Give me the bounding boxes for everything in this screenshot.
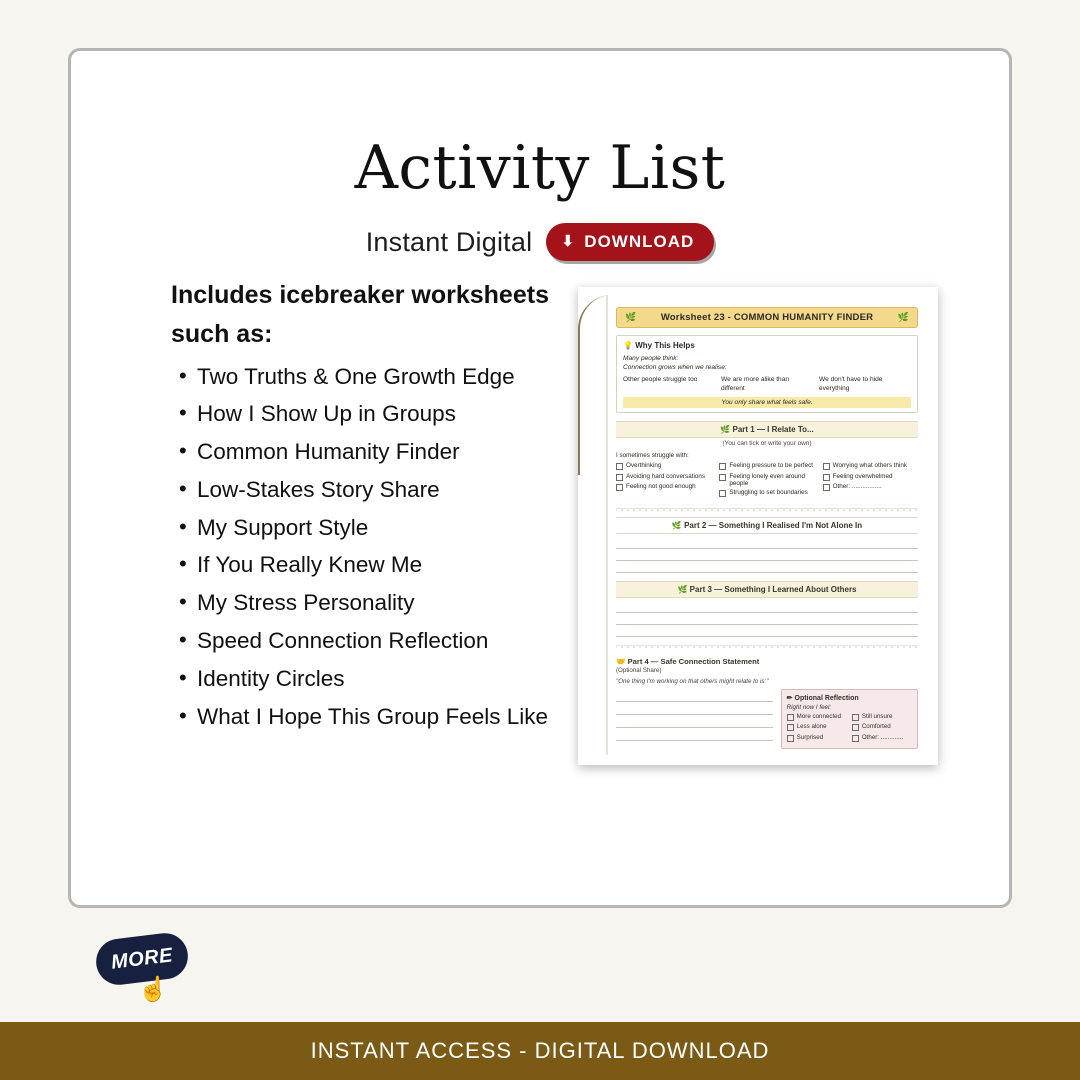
worksheet-preview[interactable] [578,287,938,765]
list-item: • What I Hope This Group Feels Like [171,698,561,736]
leaf-icon: 🌿 [897,312,909,322]
checkbox-icon[interactable] [787,735,794,742]
checkbox-icon[interactable] [787,724,794,731]
writing-line[interactable] [616,537,918,549]
download-arrow-icon: ⬇ [561,233,576,250]
part3-writing-lines[interactable] [616,601,918,637]
checkbox-row[interactable]: Less alone [787,723,847,731]
download-button-label: DOWNLOAD [584,232,695,251]
checkbox-row[interactable]: Feeling not good enough [616,483,711,491]
reflection-col-2 [852,713,912,745]
why-line-2: Connection grows when we realise: [623,364,727,372]
subtitle: Instant Digital [365,226,533,257]
checkbox-row[interactable]: Struggling to set boundaries [719,489,814,497]
list-item: • Low-Stakes Story Share [171,471,561,509]
checkbox-row[interactable]: Feeling lonely even around people [719,473,814,487]
worksheet-page [606,295,926,755]
worksheet-title: Worksheet 23 - COMMON HUMANITY FINDER [660,312,874,323]
list-item: • How I Show Up in Groups [171,395,561,433]
why-heading: 💡 Why This Helps [623,341,695,350]
part4-sub: (Optional Share) [616,666,662,674]
checkbox-row[interactable]: Other: ............. [852,734,912,742]
checkbox-row[interactable]: Feeling pressure to be perfect [719,462,814,470]
checkbox-row[interactable]: Worrying what others think [823,462,918,470]
checkbox-icon[interactable] [616,484,623,491]
writing-line[interactable] [616,601,918,613]
checkbox-row[interactable]: Overthinking [616,462,711,470]
why-col-2: We are more alike than different [721,375,790,393]
part4-band: 🤝 Part 4 — Safe Connection Statement [616,656,760,666]
activity-list-column [171,276,561,735]
why-col-3: We don't have to hide everything [819,375,883,393]
writing-line[interactable] [616,613,918,625]
list-item: • Identity Circles [171,660,561,698]
part2-writing-lines[interactable] [616,537,918,573]
checkbox-icon[interactable] [823,474,830,481]
checkbox-icon[interactable] [852,724,859,731]
checkbox-row[interactable]: Still unsure [852,713,912,721]
list-item: • Common Humanity Finder [171,433,561,471]
writing-line[interactable] [616,702,773,715]
list-item: • Speed Connection Reflection [171,622,561,660]
checkbox-icon[interactable] [616,474,623,481]
subtitle-row [71,223,1009,261]
page-title: Activity List [354,133,726,203]
why-this-helps-box [616,335,918,413]
leaf-icon: 🌿 [677,584,688,594]
part4-writing-lines[interactable] [616,689,773,750]
part4-quote: "One thing I'm working on that others might relate to is:" [616,677,769,685]
part1-checklist [616,452,918,500]
writing-line[interactable] [616,728,773,741]
reflection-prompt: Right now I feel: [786,703,832,711]
checkbox-icon[interactable] [719,474,726,481]
reflection-col-1 [787,713,847,745]
writing-line[interactable] [616,561,918,573]
why-line-1: Many people think: [623,354,679,362]
checkbox-icon[interactable] [616,463,623,470]
checkbox-row[interactable]: Other: ................. [823,483,918,491]
why-highlight: You only share what feels safe. [623,397,911,409]
writing-line[interactable] [616,549,918,561]
checkbox-row[interactable]: More connected [787,713,847,721]
download-button[interactable] [546,223,714,261]
writing-line[interactable] [616,715,773,728]
checkbox-icon[interactable] [852,714,859,721]
activity-list [171,358,561,736]
worksheet-title-band [616,307,918,328]
checkbox-row[interactable]: Avoiding hard conversations [616,473,711,481]
part1-band: 🌿 Part 1 — I Relate To... [616,421,918,438]
footer-text: INSTANT ACCESS - DIGITAL DOWNLOAD [310,1038,770,1063]
bulb-icon: 💡 [623,341,633,350]
part3-band: 🌿 Part 3 — Something I Learned About Others [616,581,918,598]
footer-bar [0,1022,1080,1080]
checkbox-icon[interactable] [823,463,830,470]
checkbox-icon[interactable] [852,735,859,742]
part2-band: 🌿 Part 2 — Something I Realised I'm Not Alone In [616,517,918,534]
leaf-icon: 🌿 [720,425,731,435]
pencil-icon: ✏ [786,694,793,702]
list-item: • My Stress Personality [171,584,561,622]
pointing-hand-icon: ☝ [138,976,168,1003]
part4-bottom-row [616,689,918,750]
why-columns [623,375,911,394]
checklist-col-1 [616,462,711,500]
more-badge-label: MORE [109,943,175,974]
list-item: • If You Really Knew Me [171,546,561,584]
checkbox-icon[interactable] [719,490,726,497]
reflection-heading: ✏ Optional Reflection [786,694,859,702]
part1-lead: I sometimes struggle with: [616,452,689,460]
main-card [68,48,1012,908]
checklist-col-2 [719,462,814,500]
list-item: • Two Truths & One Growth Edge [171,358,561,396]
why-col-1: Other people struggle too [623,375,698,383]
checkbox-icon[interactable] [787,714,794,721]
writing-line[interactable] [616,689,773,702]
leaf-icon: 🌿 [671,520,682,530]
leaf-icon: 🌿 [625,312,637,322]
optional-reflection-box [781,689,918,750]
intro-text: Includes icebreaker worksheets such as: [171,281,549,348]
handshake-icon: 🤝 [616,656,626,666]
divider-squiggle [616,505,918,511]
part1-sub: (You can tick or write your own) [722,440,812,448]
writing-line[interactable] [616,625,918,637]
checkbox-row[interactable]: Comforted [852,723,912,731]
checkbox-row[interactable]: Surprised [787,734,847,742]
checkbox-row[interactable]: Feeling overwhelmed [823,473,918,481]
checkbox-icon[interactable] [823,484,830,491]
checkbox-icon[interactable] [719,463,726,470]
divider-squiggle [616,642,918,648]
checklist-col-3 [823,462,918,500]
list-item: • My Support Style [171,509,561,547]
